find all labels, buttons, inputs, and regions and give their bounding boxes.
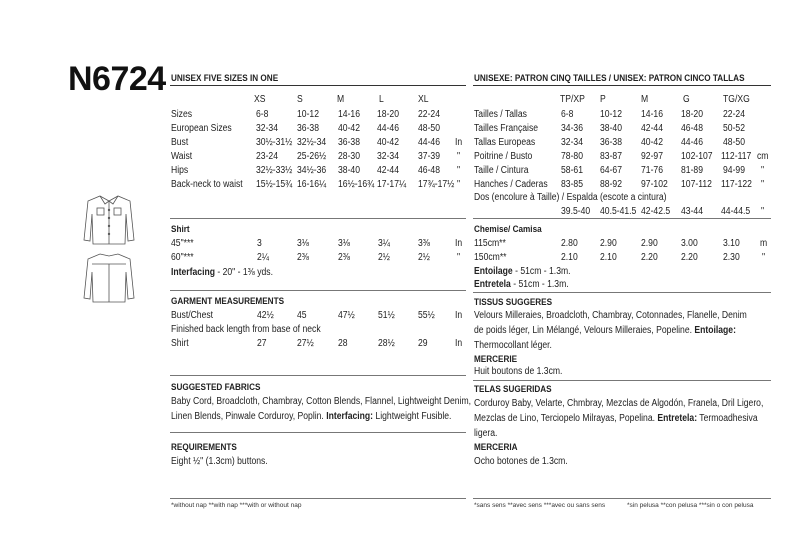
fr-section-title: UNISEXE: PATRON CINQ TAILLES / UNISEX: PATRON CINCO TALLAS bbox=[474, 73, 745, 84]
cell: 42-42.5 bbox=[641, 206, 671, 217]
cell: 2.10 bbox=[561, 252, 578, 263]
fr-size-header: G bbox=[683, 94, 690, 105]
row-label: Tailles / Tallas bbox=[474, 109, 527, 120]
cell: 28-30 bbox=[338, 151, 360, 162]
cell: 92-97 bbox=[641, 151, 663, 162]
cell: 2.20 bbox=[641, 252, 658, 263]
fr-size-header: TG/XG bbox=[723, 94, 750, 105]
cell: 32-34 bbox=[256, 123, 278, 134]
cell: 37-39 bbox=[418, 151, 440, 162]
en-size-header: XL bbox=[418, 94, 429, 105]
unit: " bbox=[457, 179, 461, 190]
fr-dos-label: Dos (encolure à Taille) / Espalda (escote a cintura) bbox=[474, 192, 667, 203]
cell: 40-42 bbox=[377, 137, 399, 148]
cell: 40.5-41.5 bbox=[600, 206, 637, 217]
cell: 3.10 bbox=[723, 238, 740, 249]
cell: 27½ bbox=[297, 338, 314, 349]
row-label: Shirt bbox=[171, 338, 189, 349]
cell: 2.90 bbox=[641, 238, 658, 249]
cell: 44-44.5 bbox=[721, 206, 751, 217]
row-label: European Sizes bbox=[171, 123, 232, 134]
cell: 6-8 bbox=[256, 109, 269, 120]
cell: 2½ bbox=[378, 252, 390, 263]
en-requirements-title: REQUIREMENTS bbox=[171, 442, 237, 453]
en-size-header: S bbox=[297, 94, 303, 105]
fr-tissus-title: TISSUS SUGGERES bbox=[474, 297, 553, 308]
row-label: Poitrine / Busto bbox=[474, 151, 533, 162]
cell: 25-26½ bbox=[297, 151, 327, 162]
cell: 2.80 bbox=[561, 238, 578, 249]
cell: 32½-34 bbox=[297, 137, 327, 148]
cell: 94-99 bbox=[723, 165, 745, 176]
cell: 3⅜ bbox=[418, 238, 430, 249]
row-label: 60"*** bbox=[171, 252, 194, 263]
cell: 88-92 bbox=[600, 179, 622, 190]
cell: 14-16 bbox=[338, 109, 360, 120]
cell: 34-36 bbox=[561, 123, 583, 134]
cell: 46-48 bbox=[418, 165, 440, 176]
cell: 36-38 bbox=[297, 123, 319, 134]
fr-footnote: *sans sens **avec sens ***avec ou sans sens bbox=[474, 502, 606, 509]
fr-chemise-title: Chemise/ Camisa bbox=[474, 224, 542, 235]
cell: 2½ bbox=[418, 252, 430, 263]
en-size-header: XS bbox=[254, 94, 266, 105]
fr-mercerie-title: MERCERIE bbox=[474, 354, 518, 365]
cell: 2⅜ bbox=[297, 252, 309, 263]
fr-size-header: P bbox=[600, 94, 606, 105]
cell: 38-40 bbox=[338, 165, 360, 176]
cell: 28 bbox=[338, 338, 348, 349]
cell: 83-85 bbox=[561, 179, 583, 190]
cell: 112-117 bbox=[721, 151, 752, 162]
unit: In bbox=[455, 238, 463, 249]
cell: 40-42 bbox=[338, 123, 360, 134]
cell: 64-67 bbox=[600, 165, 622, 176]
cell: 32-34 bbox=[377, 151, 399, 162]
cell: 2⅜ bbox=[338, 252, 350, 263]
cell: 44-46 bbox=[377, 123, 399, 134]
cell: 22-24 bbox=[418, 109, 440, 120]
unit: In bbox=[455, 310, 463, 321]
cell: 83-87 bbox=[600, 151, 622, 162]
cell: 16-16¼ bbox=[297, 179, 327, 190]
en-size-header: M bbox=[337, 94, 345, 105]
en-footnote: *without nap **with nap ***with or without nap bbox=[171, 502, 302, 509]
cell: 29 bbox=[418, 338, 428, 349]
cell: 28½ bbox=[378, 338, 395, 349]
cell: 2¼ bbox=[257, 252, 269, 263]
cell: 39.5-40 bbox=[561, 206, 591, 217]
fr-tissus-text: Velours Milleraies, Broadcloth, Chambray, Cotonnades, Flanelle, Denim de poids léger, Lin Mélangé, Velours Milleraies, Popeline. Entoilage: Thermocollant léger. bbox=[474, 310, 747, 351]
cell: 3⅛ bbox=[338, 238, 350, 249]
cell: 42½ bbox=[257, 310, 274, 321]
unit: " bbox=[761, 165, 765, 176]
cell: 42-44 bbox=[377, 165, 399, 176]
en-interfacing: Interfacing - 20" - 1⅜ yds. bbox=[171, 267, 273, 278]
cell: 10-12 bbox=[297, 109, 319, 120]
es-telas-title: TELAS SUGERIDAS bbox=[474, 384, 552, 395]
en-garment-length-label: Finished back length from base of neck bbox=[171, 324, 321, 335]
cell: 23-24 bbox=[256, 151, 278, 162]
cell: 36-38 bbox=[600, 137, 622, 148]
pattern-number: N6724 bbox=[68, 60, 166, 98]
unit: " bbox=[761, 206, 765, 217]
row-label: Sizes bbox=[171, 109, 193, 120]
cell: 47½ bbox=[338, 310, 355, 321]
cell: 45 bbox=[297, 310, 307, 321]
unit: m bbox=[760, 238, 768, 249]
es-entretela: Entretela - 51cm - 1.3m. bbox=[474, 279, 569, 290]
unit: cm bbox=[757, 151, 769, 162]
en-shirt-title: Shirt bbox=[171, 224, 190, 235]
cell: 44-46 bbox=[418, 137, 440, 148]
cell: 46-48 bbox=[681, 123, 703, 134]
fr-mercerie-text: Huit boutons de 1.3cm. bbox=[474, 366, 563, 377]
cell: 78-80 bbox=[561, 151, 583, 162]
cell: 2.90 bbox=[600, 238, 617, 249]
row-label: Bust/Chest bbox=[171, 310, 214, 321]
unit: " bbox=[761, 179, 765, 190]
cell: 6-8 bbox=[561, 109, 574, 120]
row-label: Taille / Cintura bbox=[474, 165, 529, 176]
cell: 48-50 bbox=[418, 123, 440, 134]
cell: 97-102 bbox=[641, 179, 668, 190]
es-footnote: *sin pelusa **con pelusa ***sin o con pelusa bbox=[627, 502, 754, 509]
cell: 117-122 bbox=[721, 179, 752, 190]
unit: " bbox=[457, 165, 461, 176]
cell: 81-89 bbox=[681, 165, 703, 176]
shirt-illustration-icon bbox=[78, 192, 140, 310]
cell: 48-50 bbox=[723, 137, 745, 148]
cell: 22-24 bbox=[723, 109, 745, 120]
cell: 17¾-17½ bbox=[418, 179, 455, 190]
cell: 50-52 bbox=[723, 123, 745, 134]
cell: 102-107 bbox=[681, 151, 713, 162]
row-label: Tallas Europeas bbox=[474, 137, 536, 148]
cell: 3 bbox=[257, 238, 262, 249]
row-label: 45"*** bbox=[171, 238, 194, 249]
unit: " bbox=[762, 252, 766, 263]
row-label: Bust bbox=[171, 137, 189, 148]
cell: 55½ bbox=[418, 310, 435, 321]
cell: 2.30 bbox=[723, 252, 740, 263]
row-label: Hips bbox=[171, 165, 189, 176]
row-label: Waist bbox=[171, 151, 193, 162]
cell: 3.00 bbox=[681, 238, 698, 249]
en-garment-title: GARMENT MEASUREMENTS bbox=[171, 296, 285, 307]
en-fabrics-text: Baby Cord, Broadcloth, Chambray, Cotton Blends, Flannel, Lightweight Denim, Linen Blends, Pinwale Corduroy, Poplin. Interfacing: Lightweight Fusible. bbox=[171, 396, 472, 422]
cell: 27 bbox=[257, 338, 267, 349]
row-label: 150cm** bbox=[474, 252, 507, 263]
cell: 42-44 bbox=[641, 123, 663, 134]
cell: 3¼ bbox=[378, 238, 390, 249]
en-size-header: L bbox=[379, 94, 384, 105]
es-merceria-title: MERCERIA bbox=[474, 442, 518, 453]
cell: 14-16 bbox=[641, 109, 663, 120]
row-label: 115cm** bbox=[474, 238, 506, 249]
cell: 32-34 bbox=[561, 137, 583, 148]
fr-entoilage: Entoilage - 51cm - 1.3m. bbox=[474, 266, 571, 277]
es-merceria-text: Ocho botones de 1.3cm. bbox=[474, 456, 568, 467]
cell: 16½-16¾ bbox=[338, 179, 375, 190]
cell: 15½-15¾ bbox=[256, 179, 293, 190]
en-section-title: UNISEX FIVE SIZES IN ONE bbox=[171, 73, 279, 84]
cell: 10-12 bbox=[600, 109, 622, 120]
cell: 2.10 bbox=[600, 252, 617, 263]
cell: 51½ bbox=[378, 310, 395, 321]
fr-size-header: TP/XP bbox=[560, 94, 585, 105]
cell: 36-38 bbox=[338, 137, 360, 148]
row-label: Hanches / Caderas bbox=[474, 179, 548, 190]
cell: 18-20 bbox=[681, 109, 703, 120]
cell: 32½-33½ bbox=[256, 165, 293, 176]
cell: 44-46 bbox=[681, 137, 703, 148]
cell: 58-61 bbox=[561, 165, 583, 176]
row-label: Tailles Française bbox=[474, 123, 539, 134]
cell: 38-40 bbox=[600, 123, 622, 134]
cell: 30½-31½ bbox=[256, 137, 293, 148]
unit: " bbox=[457, 151, 461, 162]
cell: 71-76 bbox=[641, 165, 663, 176]
en-fabrics-title: SUGGESTED FABRICS bbox=[171, 382, 261, 393]
unit: In bbox=[455, 137, 463, 148]
cell: 107-112 bbox=[681, 179, 712, 190]
row-label: Back-neck to waist bbox=[171, 179, 243, 190]
cell: 3⅛ bbox=[297, 238, 309, 249]
cell: 43-44 bbox=[681, 206, 703, 217]
fr-size-header: M bbox=[641, 94, 649, 105]
cell: 18-20 bbox=[377, 109, 399, 120]
en-requirements-text: Eight ½" (1.3cm) buttons. bbox=[171, 456, 268, 467]
cell: 2.20 bbox=[681, 252, 698, 263]
cell: 34½-36 bbox=[297, 165, 327, 176]
unit: " bbox=[457, 252, 461, 263]
unit: In bbox=[455, 338, 463, 349]
es-telas-text: Corduroy Baby, Velarte, Chmbray, Mezclas de Algodón, Franela, Dril Ligero, Mezclas de Lino, Terciopelo Milrayas, Popelina. Entretela: Termoadhesiva ligera. bbox=[474, 398, 764, 439]
cell: 40-42 bbox=[641, 137, 663, 148]
cell: 17-17¼ bbox=[377, 179, 407, 190]
